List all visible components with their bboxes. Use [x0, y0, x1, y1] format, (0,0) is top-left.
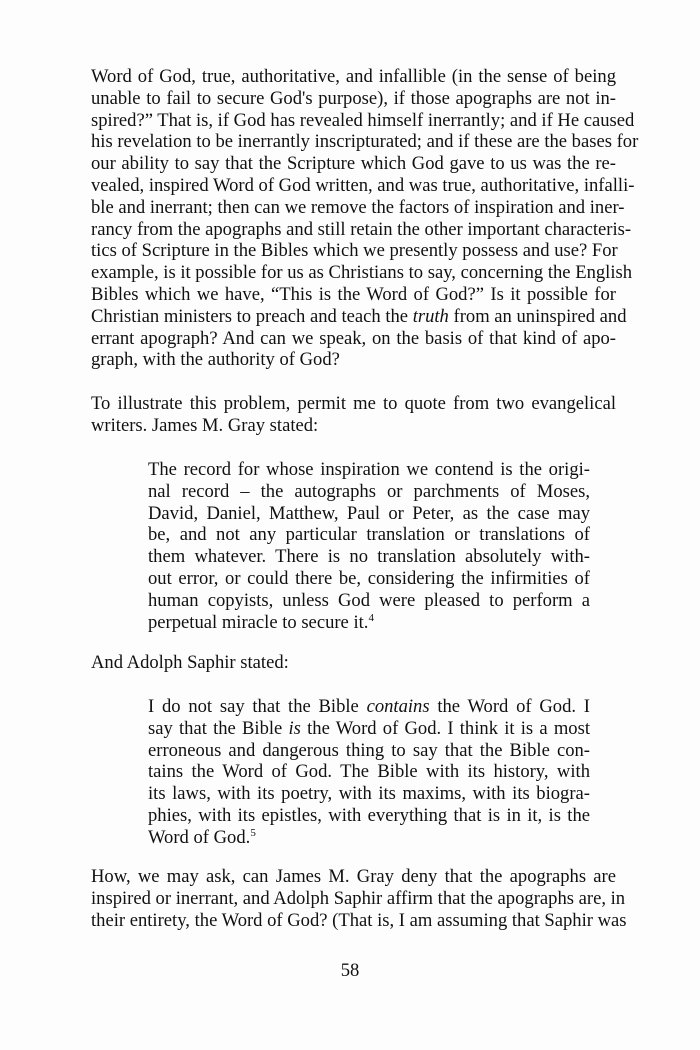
block-quote	[148, 696, 590, 849]
text-line: tics of Scripture in the Bibles which we presently possess and use? For	[91, 240, 618, 262]
text-line: example, is it possible for us as Christians to say, concerning the English	[91, 262, 633, 284]
text-run: Christian ministers to preach and teach the	[91, 305, 413, 327]
text-run: I do not say that the Bible	[148, 696, 367, 717]
text-line: unable to fail to secure God's purpose), if those apographs are not in-	[91, 87, 616, 109]
emphasis-text: contains	[366, 696, 430, 717]
text-line: their entirety, the Word of God? (That is, I am assuming that Saphir was	[91, 909, 627, 931]
block-quote	[148, 459, 590, 633]
text-line: our ability to say that the Scripture which God gave to us was the re-	[91, 153, 616, 175]
text-line: Bibles which we have, “This is the Word of God?” Is it possible for	[91, 283, 616, 305]
text-line: ble and inerrant; then can we remove the factors of inspiration and iner-	[91, 196, 625, 218]
body-paragraph	[91, 393, 616, 437]
text-run: from an uninspired and	[448, 305, 627, 327]
text-run: Word of God.	[148, 826, 251, 848]
quote-line: phies, with its epistles, with everything that is in it, is the	[148, 804, 590, 826]
emphasis-text: is	[288, 717, 301, 739]
quote-line	[148, 718, 590, 740]
quote-line: erroneous and dangerous thing to say that the Bible con-	[148, 739, 590, 761]
text-run: the Word of God. I	[429, 696, 590, 717]
footnote-marker: 5	[250, 826, 256, 839]
text-line: And Adolph Saphir stated:	[91, 652, 289, 673]
text-line: How, we may ask, can James M. Gray deny that the apographs are	[91, 866, 616, 887]
quote-line: The record for whose inspiration we contend is the origi-	[148, 459, 590, 480]
text-line: rancy from the apographs and still retain the other important characteris-	[91, 218, 632, 240]
quote-line: nal record – the autographs or parchments of Moses,	[148, 480, 590, 502]
text-run: the Word of God. I think it is a most	[300, 717, 590, 739]
text-line: To illustrate this problem, permit me to quote from two evangelical	[91, 393, 616, 414]
quote-line: its laws, with its poetry, with its maxims, with its biogra-	[148, 783, 590, 805]
page-number: 58	[340, 960, 360, 981]
quote-line: be, and not any particular translation or translations of	[148, 524, 590, 546]
text-line	[91, 305, 627, 328]
quote-line: them whatever. There is no translation absolutely with-	[148, 546, 590, 568]
quote-line	[148, 827, 590, 849]
text-run: say that the Bible	[148, 717, 289, 739]
quote-line: human copyists, unless God were pleased to perform a	[148, 589, 590, 611]
text-run: perpetual miracle to secure it.	[148, 611, 369, 633]
footnote-marker: 4	[368, 611, 374, 624]
body-paragraph	[91, 652, 616, 674]
quote-line	[148, 696, 590, 718]
body-paragraph	[91, 66, 639, 371]
quote-line: out error, or could there be, considering the infirmities of	[148, 567, 590, 589]
text-line: vealed, inspired Word of God written, and was true, authoritative, infalli-	[91, 174, 635, 196]
text-line: his revelation to be inerrantly inscripturated; and if these are the bases for	[91, 131, 639, 153]
quote-line: David, Daniel, Matthew, Paul or Peter, as the case may	[148, 502, 590, 524]
quote-line: tains the Word of God. The Bible with its history, with	[148, 761, 590, 783]
text-line: errant apograph? And can we speak, on the basis of that kind of apo-	[91, 327, 616, 349]
text-line: writers. James M. Gray stated:	[91, 414, 319, 436]
text-line: graph, with the authority of God?	[91, 349, 340, 371]
body-paragraph	[91, 866, 627, 931]
emphasis-text: truth	[412, 305, 449, 327]
text-line: spired?” That is, if God has revealed himself inerrantly; and if He caused	[91, 109, 635, 131]
quote-line	[148, 612, 590, 634]
text-line: Word of God, true, authoritative, and infallible (in the sense of being	[91, 66, 616, 87]
text-line: inspired or inerrant, and Adolph Saphir affirm that the apographs are, in	[91, 887, 626, 909]
